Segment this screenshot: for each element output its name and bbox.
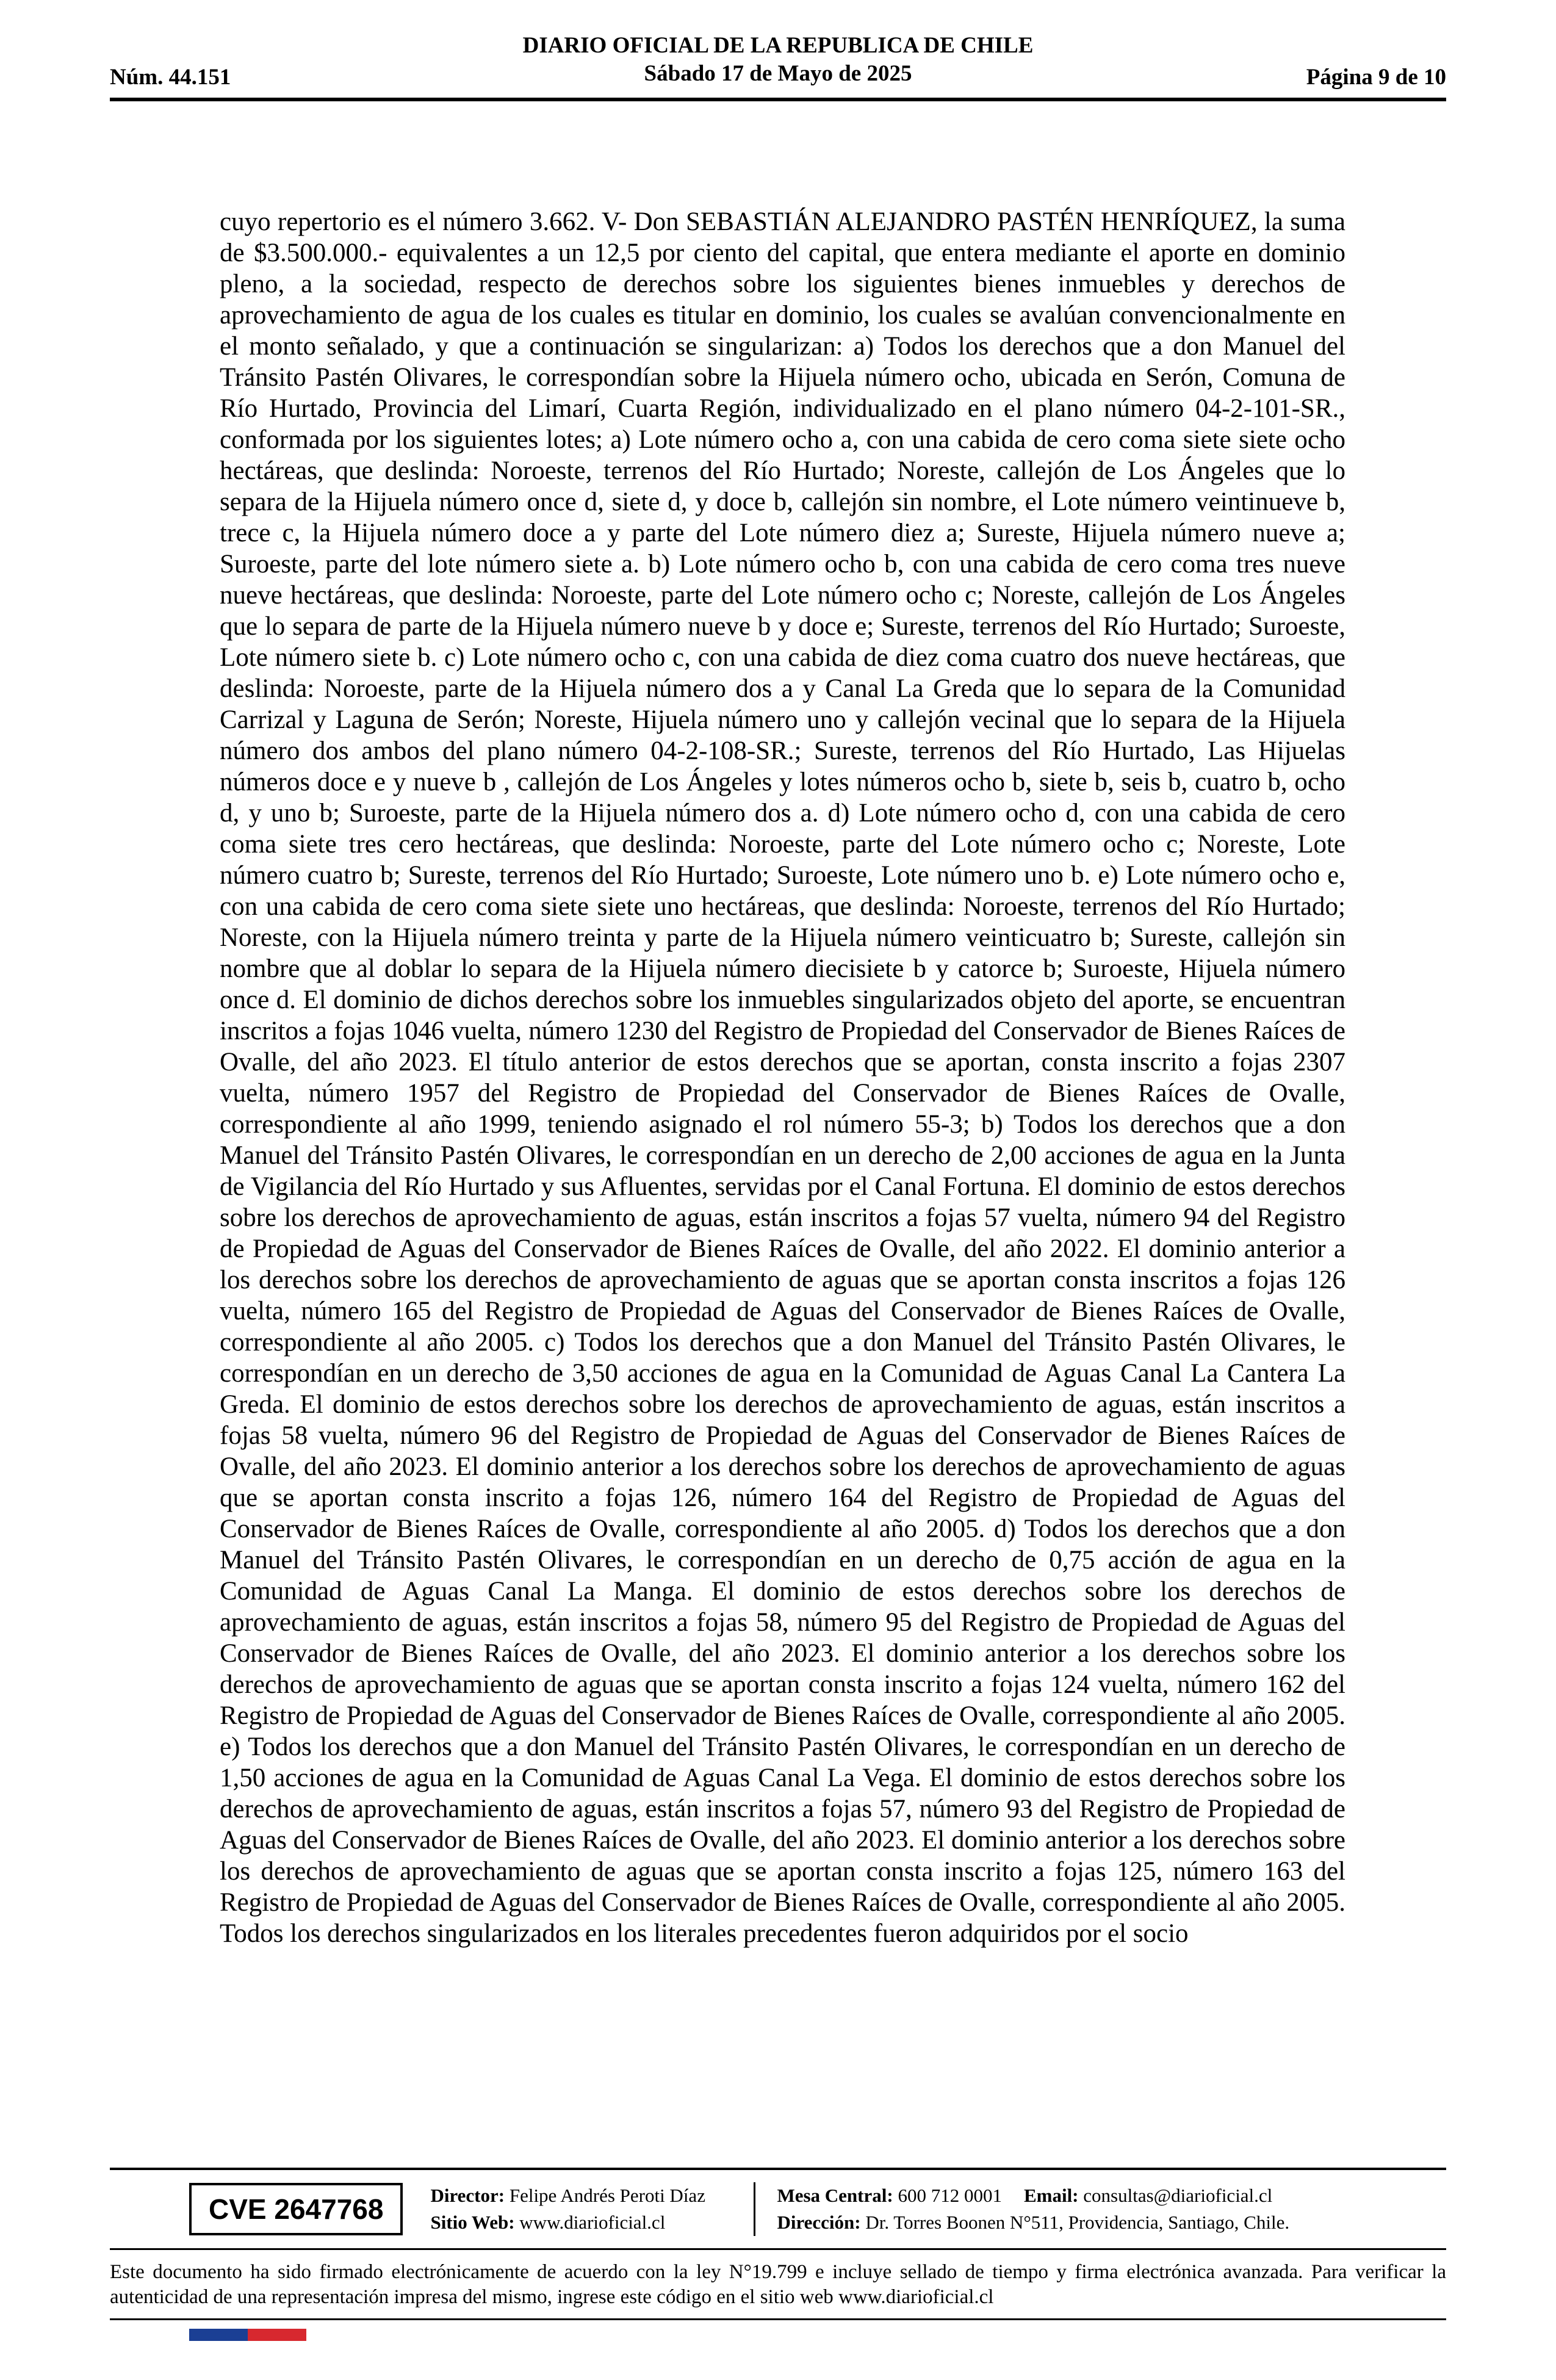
phone-number: 600 712 0001 — [898, 2185, 1002, 2206]
page-footer — [0, 2168, 1556, 2341]
footer-director-block — [430, 2182, 754, 2236]
address-line — [777, 2209, 1446, 2236]
page-header — [0, 0, 1556, 90]
website-label: Sitio Web: — [430, 2212, 515, 2233]
email-label: Email: — [1023, 2185, 1079, 2206]
header-divider — [110, 98, 1446, 101]
address-label: Dirección: — [777, 2212, 861, 2233]
director-line — [430, 2182, 754, 2209]
legal-disclaimer: Este documento ha sido firmado electrónicamente de acuerdo con la ley N°19.799 e incluye sellado de tiempo y firma electrónica avanzada. Para verificar la autenticidad de una representación impresa del mismo, ingrese este código en el sitio web www.diarioficial.cl — [110, 2261, 1446, 2308]
masthead-title: DIARIO OFICIAL DE LA REPUBLICA DE CHILE — [522, 33, 1034, 58]
body-paragraph: cuyo repertorio es el número 3.662. V- Don SEBASTIÁN ALEJANDRO PASTÉN HENRÍQUEZ, la suma de $3.500.000.- equivalentes a un 12,5 por ciento del capital, que entera mediante el aporte en dominio pleno, a la sociedad, respecto de derechos sobre los siguientes bienes inmuebles y derechos de aprovechamiento de agua de los cuales es titular en dominio, los cuales se avalúan convencionalmente en el monto señalado, y que a continuación se singularizan: a) Todos los derechos que a don Manuel del Tránsito Pastén Olivares, le correspondían sobre la Hijuela número ocho, ubicada en Serón, Comuna de Río Hurtado, Provincia del Limarí, Cuarta Región, individualizado en el plano número 04-2-101-SR., conformada por los siguientes lotes; a) Lote número ocho a, con una cabida de cero coma siete siete ocho hectáreas, que deslinda: Noroeste, terrenos del Río Hurtado; Noreste, callejón de Los Ángeles que lo separa de la Hijuela número once d, siete d, y doce b, callejón sin nombre, el Lote número veintinueve b, trece c, la Hijuela número doce a y parte del Lote número diez a; Sureste, Hijuela número nueve a; Suroeste, parte del lote número siete a. b) Lote número ocho b, con una cabida de cero coma tres nueve nueve hectáreas, que deslinda: Noroeste, parte del Lote número ocho c; Noreste, callejón de Los Ángeles que lo separa de parte de la Hijuela número nueve b y doce e; Sureste, terrenos del Río Hurtado; Suroeste, Lote número siete b. c) Lote número ocho c, con una cabida de diez coma cuatro dos nueve hectáreas, que deslinda: Noroeste, parte de la Hijuela número dos a y Canal La Greda que lo separa de la Comunidad Carrizal y Laguna de Serón; Noreste, Hijuela número uno y callejón vecinal que lo separa de la Hijuela número dos ambos del plano número 04-2-108-SR.; Sureste, terrenos del Río Hurtado, Las Hijuelas números doce e y nueve b , callejón de Los Ángeles y lotes números ocho b, siete b, seis b, cuatro b, ocho d, y uno b; Suroeste, parte de la Hijuela número dos a. d) Lote número ocho d, con una cabida de cero coma siete tres cero hectáreas, que deslinda: Noroeste, parte del Lote número ocho c; Noreste, Lote número cuatro b; Sureste, terrenos del Río Hurtado; Suroeste, Lote número uno b. e) Lote número ocho e, con una cabida de cero coma siete siete uno hectáreas, que deslinda: Noroeste, terrenos del Río Hurtado; Noreste, con la Hijuela número treinta y parte de la Hijuela número veinticuatro b; Sureste, callejón sin nombre que al doblar lo separa de la Hijuela número diecisiete b y catorce b; Suroeste, Hijuela número once d. El dominio de dichos derechos sobre los inmuebles singularizados objeto del aporte, se encuentran inscritos a fojas 1046 vuelta, número 1230 del Registro de Propiedad del Conservador de Bienes Raíces de Ovalle, del año 2023. El título anterior de estos derechos que se aportan, consta inscrito a fojas 2307 vuelta, número 1957 del Registro de Propiedad del Conservador de Bienes Raíces de Ovalle, correspondiente al año 1999, teniendo asignado el rol número 55-3; b) Todos los derechos que a don Manuel del Tránsito Pastén Olivares, le correspondían en un derecho de 2,00 acciones de agua en la Junta de Vigilancia del Río Hurtado y sus Afluentes, servidas por el Canal Fortuna. El dominio de estos derechos sobre los derechos de aprovechamiento de aguas, están inscritos a fojas 57 vuelta, número 94 del Registro de Propiedad de Aguas del Conservador de Bienes Raíces de Ovalle, del año 2022. El dominio anterior a los derechos sobre los derechos de aprovechamiento de aguas que se aportan consta inscritos a fojas 126 vuelta, número 165 del Registro de Propiedad de Aguas del Conservador de Bienes Raíces de Ovalle, correspondiente al año 2005. c) Todos los derechos que a don Manuel del Tránsito Pastén Olivares, le correspondían en un derecho de 3,50 acciones de agua en la Comunidad de Aguas Canal La Cantera La Greda. El dominio de estos derechos sobre los derechos de aprovechamiento de aguas, están inscritos a fojas 58 vuelta, número 96 del Registro de Propiedad de Aguas del Conservador de Bienes Raíces de Ovalle, del año 2023. El dominio anterior a los derechos sobre los derechos de aprovechamiento de aguas que se aportan consta inscrito a fojas 126, número 164 del Registro de Propiedad de Aguas del Conservador de Bienes Raíces de Ovalle, correspondiente al año 2005. d) Todos los derechos que a don Manuel del Tránsito Pastén Olivares, le correspondían en un derecho de 0,75 acción de agua en la Comunidad de Aguas Canal La Manga. El dominio de estos derechos sobre los derechos de aprovechamiento de aguas, están inscritos a fojas 58, número 95 del Registro de Propiedad de Aguas del Conservador de Bienes Raíces de Ovalle, del año 2023. El dominio anterior a los derechos sobre los derechos de aprovechamiento de aguas que se aportan consta inscrito a fojas 124 vuelta, número 162 del Registro de Propiedad de Aguas del Conservador de Bienes Raíces de Ovalle, correspondiente al año 2005. e) Todos los derechos que a don Manuel del Tránsito Pastén Olivares, le correspondían en un derecho de 1,50 acciones de agua en la Comunidad de Aguas Canal La Vega. El dominio de estos derechos sobre los derechos de aprovechamiento de aguas, están inscritos a fojas 57, número 93 del Registro de Propiedad de Aguas del Conservador de Bienes Raíces de Ovalle, del año 2023. El dominio anterior a los derechos sobre los derechos de aprovechamiento de aguas que se aportan consta inscrito a fojas 125, número 163 del Registro de Propiedad de Aguas del Conservador de Bienes Raíces de Ovalle, correspondiente al año 2005. Todos los derechos singularizados en los literales precedentes fueron adquiridos por el socio — [220, 207, 1345, 1948]
flag-bar-red — [248, 2329, 306, 2341]
flag-bar-blue — [189, 2329, 248, 2341]
address-value: Dr. Torres Boonen N°511, Providencia, Santiago, Chile. — [865, 2212, 1290, 2233]
footer-contact-block — [754, 2182, 1446, 2236]
phone-email-line — [777, 2182, 1446, 2209]
footer-mid-divider — [110, 2248, 1446, 2250]
issue-number: Núm. 44.151 — [110, 65, 231, 90]
email-address: consultas@diarioficial.cl — [1083, 2185, 1273, 2206]
cve-code: CVE 2647768 — [189, 2183, 403, 2235]
director-label: Director: — [430, 2185, 505, 2206]
page-number: Página 9 de 10 — [1306, 65, 1446, 90]
footer-info-row — [110, 2170, 1446, 2248]
footer-flag-bars — [189, 2329, 1556, 2341]
director-name: Felipe Andrés Peroti Díaz — [509, 2185, 705, 2206]
document-body — [0, 206, 1556, 1949]
footer-bottom-divider — [110, 2318, 1446, 2320]
issue-date: Sábado 17 de Mayo de 2025 — [644, 61, 912, 86]
website-line — [430, 2209, 754, 2236]
website-url: www.diarioficial.cl — [519, 2212, 666, 2233]
phone-label: Mesa Central: — [777, 2185, 893, 2206]
